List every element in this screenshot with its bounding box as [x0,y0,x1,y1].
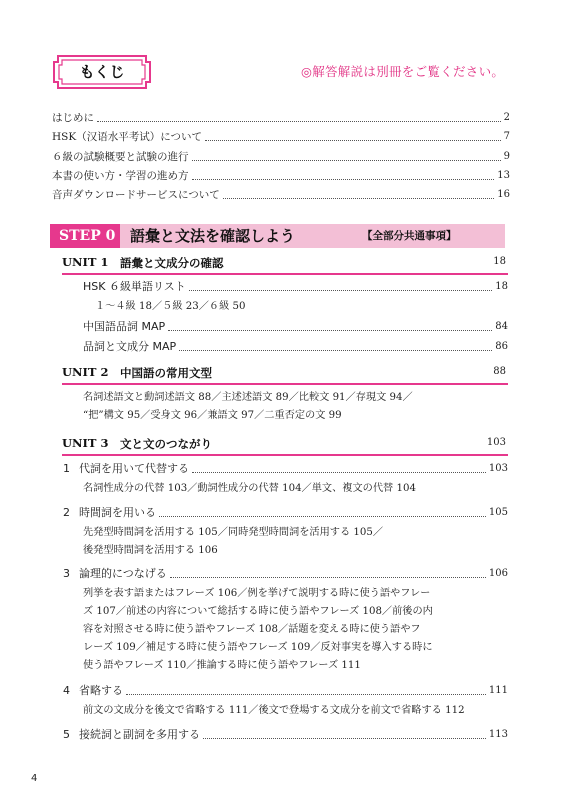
section-label: 省略する [79,684,123,697]
toc-item-pos-map[interactable] [83,320,508,334]
toc-item-page: 9 [503,151,510,162]
page-number: 4 [31,773,38,784]
toc-item-page: 13 [497,170,510,181]
section-page: 103 [488,463,508,474]
unit-title: 中国語の常用文型 [120,366,212,380]
section-page: 111 [488,685,508,696]
unit-2-line-2: “把”構文 95／受身文 96／兼語文 97／二重否定の文 99 [83,410,342,421]
section-label: 時間詞を用いる [79,506,156,519]
unit-3-header[interactable] [62,434,508,456]
toc-item-howto[interactable] [52,169,510,183]
toc-item-label: 品詞と文成分 MAP [83,340,177,353]
toc-section-5[interactable] [63,728,508,742]
section-label: 代詞を用いて代替する [79,462,189,475]
toc-section-1[interactable] [63,462,508,476]
mokuji-title: もくじ [79,63,125,81]
section-number: 4 [63,684,70,697]
toc-item-page: 86 [495,341,508,352]
step-subtitle: 【全部分共通事項】 [362,230,457,242]
unit-code: UNIT 3 [62,436,109,450]
section-3-line-3: 容を対照させる時に使う語やフレーズ 108／話題を変える時に使う語やフ [83,624,421,635]
section-3-line-1: 列挙を表す語またはフレーズ 106／例を挙げて説明する時に使う語やフレー [83,588,431,599]
unit-page: 88 [493,366,506,377]
section-label: 接続詞と副詞を多用する [79,728,200,741]
toc-item-label: はじめに [52,112,94,124]
toc-item-level6[interactable] [52,150,510,164]
toc-item-label: 本書の使い方・学習の進め方 [52,170,189,182]
toc-section-2[interactable] [63,506,508,520]
section-number: 1 [63,462,70,475]
section-3-line-4: レーズ 109／補足する時に使う語やフレーズ 109／反対事実を導入する時に [83,642,433,653]
section-1-line-1: 名詞性成分の代替 103／動詞性成分の代替 104／単文、複文の代替 104 [83,483,416,494]
toc-item-label: HSK ６級単語リスト [83,280,186,293]
section-number: 3 [63,567,70,580]
section-page: 105 [488,507,508,518]
section-3-line-2: ズ 107／前述の内容について総括する時に使う語やフレーズ 108／前後の内 [83,606,433,617]
toc-item-intro[interactable] [52,111,510,125]
toc-item-page: 16 [497,189,510,200]
section-number: 2 [63,506,70,519]
toc-item-label: 中国語品詞 MAP [83,320,166,333]
toc-item-label: ６級の試験概要と試験の進行 [52,151,189,163]
section-4-line-1: 前文の文成分を後文で省略する 111／後文で登場する文成分を前文で省略する 112 [83,705,465,716]
toc-item-page: 18 [495,281,508,292]
unit-2-header[interactable] [62,363,508,385]
unit-page: 18 [493,256,506,267]
unit-2-line-1: 名詞述語文と動詞述語文 88／主述述語文 89／比較文 91／存現文 94／ [83,392,413,403]
toc-item-label: 音声ダウンロードサービスについて [52,189,220,201]
mokuji-label [50,52,154,92]
step-title: 語彙と文法を確認しよう [130,227,296,245]
toc-item-pos-component-map[interactable] [83,340,508,354]
toc-section-4[interactable] [63,684,508,698]
toc-item-hsk[interactable] [52,130,510,144]
unit-1-header[interactable] [62,253,508,275]
section-3-line-5: 使う語やフレーズ 110／推論する時に使う語やフレーズ 111 [83,660,361,671]
step-banner [50,224,505,248]
section-2-line-2: 後発型時間詞を活用する 106 [83,545,218,556]
toc-section-3[interactable] [63,567,508,581]
toc-item-page: 84 [495,321,508,332]
section-2-line-1: 先発型時間詞を活用する 105／同時発型時間詞を活用する 105／ [83,527,384,538]
section-label: 論理的につなげる [79,567,167,580]
toc-item-audio[interactable] [52,188,510,202]
step-badge: STEP 0 [50,224,120,248]
toc-item-page: 7 [503,131,510,142]
section-number: 5 [63,728,70,741]
unit-title: 文と文のつながり [120,437,212,451]
toc-item-word-list[interactable] [83,280,508,294]
unit-code: UNIT 2 [62,365,109,379]
toc-item-label: HSK（汉语水平考试）について [52,131,202,143]
toc-item-page: 2 [503,112,510,123]
unit-code: UNIT 1 [62,255,109,269]
answer-note: ◎解答解説は別冊をご覧ください。 [301,64,505,79]
section-page: 113 [488,729,508,740]
section-page: 106 [488,568,508,579]
word-list-levels: １～４級 18／５級 23／６級 50 [95,301,246,312]
unit-title: 語彙と文成分の確認 [120,256,224,270]
unit-page: 103 [486,437,506,448]
